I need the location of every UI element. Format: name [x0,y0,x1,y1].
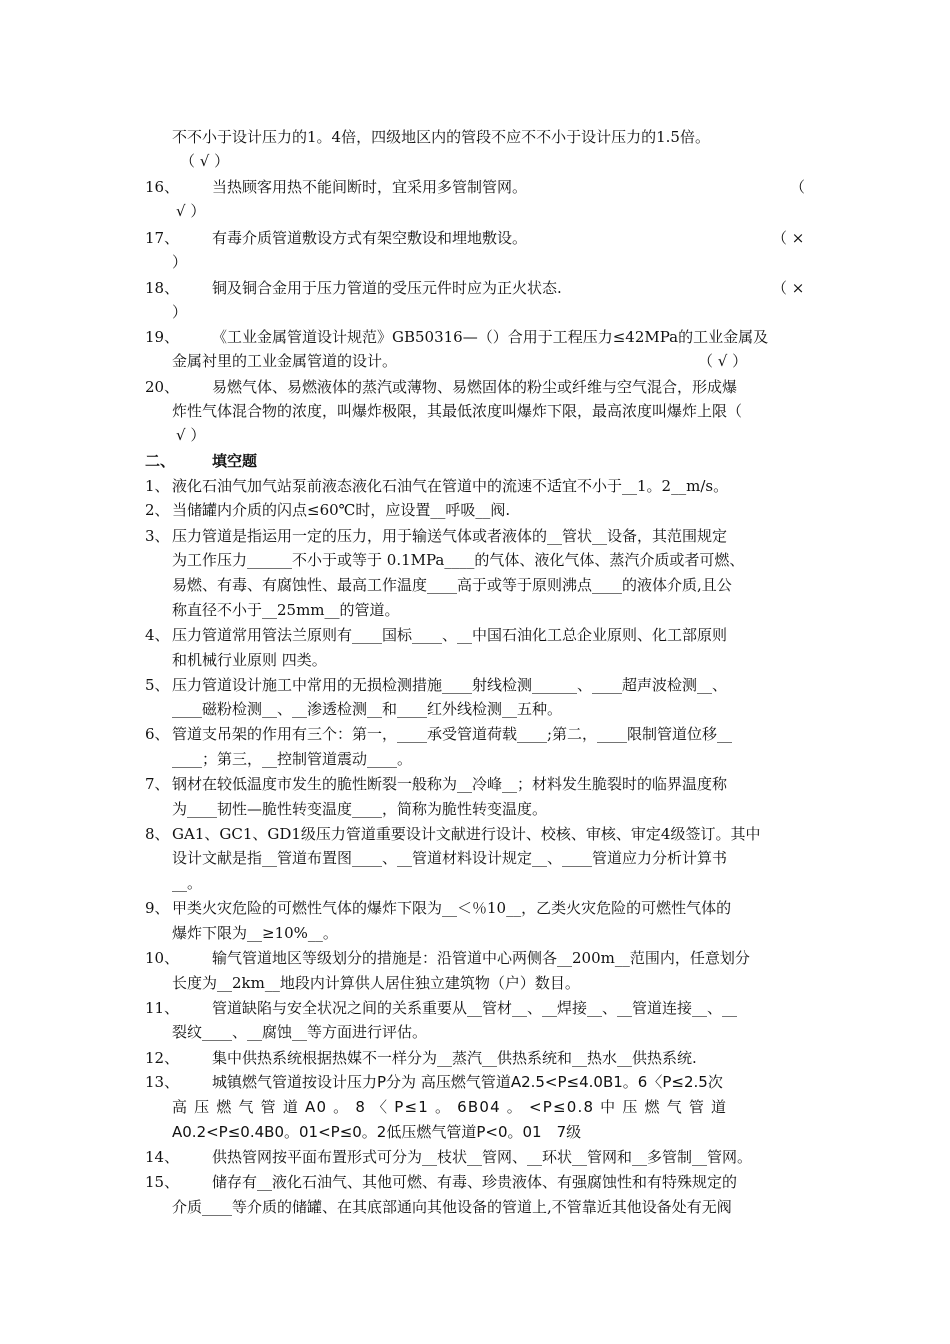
fb-text: __。 [172,874,203,892]
fb-item-13-line3 [0,1120,950,1144]
fb-item-10 [0,946,950,970]
fb-item-15 [0,1170,950,1194]
item-number: 12、 [145,1049,180,1067]
tf-mark: √ ） [176,202,206,220]
fb-item-8-line3 [0,871,950,895]
item-number: 15、 [145,1173,180,1191]
item-number: 4、 [145,626,170,644]
tf-item-18 [0,276,950,300]
tf-text: 当热顾客用热不能间断时，宜采用多管制管网。 [212,178,528,196]
fb-text: A0.2<P≤0.4B0。01<P≤0。2低压燃气管道P<0。01 7级 [172,1123,582,1141]
fb-item-2 [0,498,950,522]
fb-item-6-line2 [0,747,950,771]
fb-text: 管道缺陷与安全状况之间的关系重要从__管材__、__焊接__、__管道连接__、__ [212,999,738,1017]
section-heading [0,449,950,473]
item-number: 13、 [145,1073,180,1091]
fb-text: 压力管道设计施工中常用的无损检测措施____射线检测______、____超声波检测__、 [172,676,728,694]
tf-item-16 [0,175,950,199]
fb-item-5-line2 [0,697,950,721]
section-title: 填空题 [212,452,258,470]
fb-text: 高 压 燃 气 管 道 A0 。 8 〈 P≤1 。 6B04 。 <P≤0.8 中 压 燃 气 管 道 [172,1098,728,1116]
tf-text: 炸性气体混合物的浓度，叫爆炸极限，其最低浓度叫爆炸下限，最高浓度叫爆炸上限（ [172,402,743,420]
fb-item-3-line2 [0,548,950,572]
fb-text: 液化石油气加气站泵前液态液化石油气在管道中的流速不适宜不小于__1。2__m/s。 [172,477,729,495]
tf-mark: √ ） [176,426,206,444]
fb-item-10-line2 [0,971,950,995]
tf-item-20-line2 [0,399,950,423]
fb-item-9 [0,896,950,920]
fb-item-3 [0,524,950,548]
fb-text: 供热管网按平面布置形式可分为__枝状__管网、__环状__管网和__多管制__管网。 [212,1148,753,1166]
fb-text: 爆炸下限为__≥10%__。 [172,924,338,942]
tf-item-15-mark [0,149,950,173]
item-number: 6、 [145,725,170,743]
fb-item-3-line4 [0,598,950,622]
item-number: 14、 [145,1148,180,1166]
item-number: 7、 [145,775,170,793]
tf-mark: ） [172,303,188,321]
fb-text: 介质____等介质的储罐、在其底部通向其他设备的管道上,不管靠近其他设备处有无阀 [172,1198,732,1216]
tf-mark-open: （ × [772,229,805,247]
fb-item-5 [0,673,950,697]
item-number: 9、 [145,899,170,917]
tf-mark-open: （ × [772,279,805,297]
fb-text: 称直径不小于__25mm__的管道。 [172,601,400,619]
fb-item-14 [0,1145,950,1169]
tf-text: 铜及铜合金用于压力管道的受压元件时应为正火状态. [212,279,562,297]
tf-item-19 [0,325,950,349]
tf-mark: ） [172,253,188,271]
fb-text: 管道支吊架的作用有三个：第一，____承受管道荷载____;第二，____限制管道位移__ [172,725,733,743]
fb-item-11 [0,996,950,1020]
fb-text: GA1、GC1、GD1级压力管道重要设计文献进行设计、校核、审核、审定4级签订。其中 [172,825,761,843]
fb-text: 为____韧性—脆性转变温度____，简称为脆性转变温度。 [172,800,548,818]
tf-text: 金属衬里的工业金属管道的设计。 [172,352,398,370]
fb-text: 输气管道地区等级划分的措施是：沿管道中心两侧各__200m__范围内，任意划分 [212,949,750,967]
fb-text: 钢材在较低温度市发生的脆性断裂一般称为__冷峰__；材料发生脆裂时的临界温度称 [172,775,728,793]
fb-item-1 [0,474,950,498]
item-number: 8、 [145,825,170,843]
fb-item-9-line2 [0,921,950,945]
item-number: 19、 [145,328,180,346]
item-number: 17、 [145,229,180,247]
tf-item-17-mark [0,250,950,274]
fb-text: 压力管道是指运用一定的压力，用于输送气体或者液体的__管状__设备，其范围规定 [172,527,728,545]
fb-text: 压力管道常用管法兰原则有____国标____、__中国石油化工总企业原则、化工部原则 [172,626,728,644]
item-number: 1、 [145,477,170,495]
tf-mark-open: （ [790,178,806,196]
fb-item-13 [0,1070,950,1094]
fb-item-8 [0,822,950,846]
tf-mark: （ √ ） [698,352,748,370]
tf-item-20 [0,375,950,399]
tf-text: 《工业金属管道设计规范》GB50316—（）合用于工程压力≤42MPa的工业金属及 [212,328,769,346]
tf-item-17 [0,226,950,250]
fb-item-4 [0,623,950,647]
item-number: 16、 [145,178,180,196]
tf-text: 不不小于设计压力的1。4倍，四级地区内的管段不应不不小于设计压力的1.5倍。 [172,128,710,146]
fb-item-11-line2 [0,1020,950,1044]
tf-item-16-mark [0,199,950,223]
section-number: 二、 [145,452,176,470]
tf-item-20-line3 [0,423,950,447]
fb-text: ____磁粉检测__、__渗透检测__和____红外线检测__五种。 [172,700,563,718]
fb-item-7 [0,772,950,796]
fb-text: 为工作压力______不小于或等于 0.1MPa____的气体、液化气体、蒸汽介质或者可燃、 [172,551,745,569]
fb-item-7-line2 [0,797,950,821]
fb-text: 当储罐内介质的闪点≤60℃时，应设置__呼吸__阀. [172,501,511,519]
fb-item-13-line2 [0,1095,950,1119]
fb-text: 长度为__2km__地段内计算供人居住独立建筑物（户）数目。 [172,974,580,992]
fb-item-12 [0,1046,950,1070]
fb-item-15-line2 [0,1195,950,1219]
fb-item-6 [0,722,950,746]
tf-mark: （ √ ） [180,152,230,170]
fb-item-8-line2 [0,846,950,870]
fb-text: 城镇燃气管道按设计压力P分为 高压燃气管道A2.5<P≤4.0B1。6〈P≤2.5次 [212,1073,723,1091]
item-number: 18、 [145,279,180,297]
item-number: 5、 [145,676,170,694]
fb-text: 和机械行业原则 四类。 [172,651,327,669]
fb-text: 储存有__液化石油气、其他可燃、有毒、珍贵液体、有强腐蚀性和有特殊规定的 [212,1173,738,1191]
fb-text: 集中供热系统根据热媒不一样分为__蒸汽__供热系统和__热水__供热系统. [212,1049,697,1067]
tf-text: 易燃气体、易燃液体的蒸汽或薄物、易燃固体的粉尘或纤维与空气混合，形成爆 [212,378,738,396]
fb-text: 裂纹____、__腐蚀__等方面进行评估。 [172,1023,428,1041]
fb-text: 甲类火灾危险的可燃性气体的爆炸下限为__＜％10__，乙类火灾危险的可燃性气体的 [172,899,732,917]
item-number: 2、 [145,501,170,519]
tf-text: 有毒介质管道敷设方式有架空敷设和埋地敷设。 [212,229,528,247]
item-number: 11、 [145,999,180,1017]
tf-item-18-mark [0,300,950,324]
fb-text: ____；第三，__控制管道震动____。 [172,750,413,768]
fb-item-4-line2 [0,648,950,672]
fb-text: 易燃、有毒、有腐蚀性、最高工作温度____高于或等于原则沸点____的液体介质,且公 [172,576,732,594]
fb-item-3-line3 [0,573,950,597]
item-number: 10、 [145,949,180,967]
item-number: 20、 [145,378,180,396]
fb-text: 设计文献是指__管道布置图____、__管道材料设计规定__、____管道应力分析计算书 [172,849,728,867]
tf-item-15-cont [0,125,950,149]
tf-item-19-line2 [0,349,950,373]
item-number: 3、 [145,527,170,545]
